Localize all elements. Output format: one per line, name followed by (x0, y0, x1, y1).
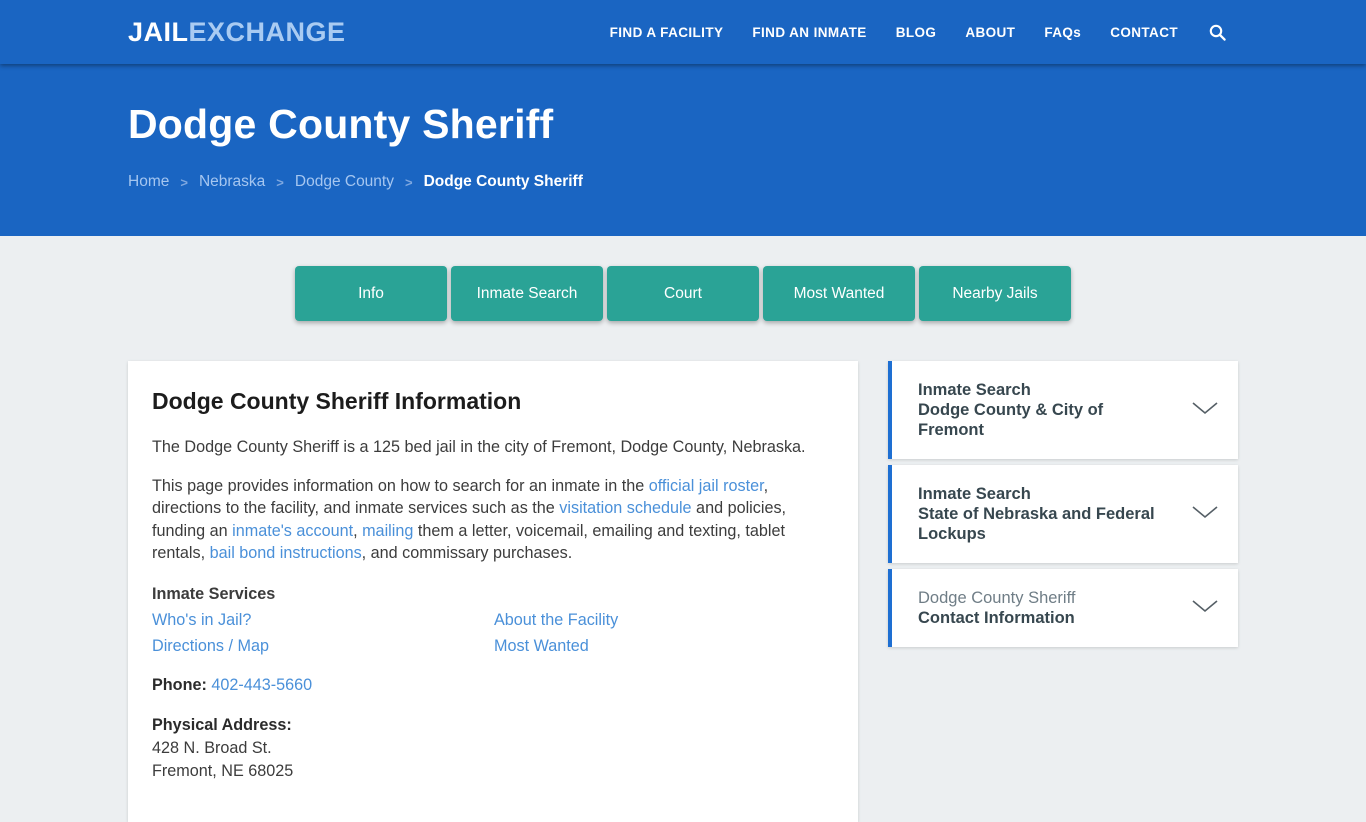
accordion-contact-information[interactable] (888, 569, 1238, 647)
nav-faqs[interactable]: FAQs (1044, 24, 1082, 40)
inmate-services-links (152, 609, 834, 657)
accordion-inmate-search-county[interactable] (888, 361, 1238, 459)
address-label: Physical Address: (152, 715, 292, 734)
accordion-subtitle: State of Nebraska and Federal Lockups (918, 505, 1155, 543)
tab-inmate-search[interactable]: Inmate Search (451, 266, 603, 321)
logo-exchange: EXCHANGE (188, 16, 346, 47)
about-paragraph: This page provides information on how to search for an inmate in the official jail roster, directions to the facility, and inmate services such as the visitation schedule and policies, funding an inmate's account, mailing them a letter, voicemail, emailing and texting, tablet rentals, bail bond instructions, and commissary purchases. (152, 476, 787, 562)
search-icon[interactable] (1209, 24, 1226, 41)
top-nav-bar (0, 0, 1366, 64)
section-tabs (0, 266, 1366, 321)
breadcrumb-current: Dodge County Sheriff (423, 173, 583, 190)
info-heading: Dodge County Sheriff Information (152, 388, 522, 414)
inmate-services-heading: Inmate Services (152, 584, 276, 603)
tab-most-wanted[interactable]: Most Wanted (763, 266, 915, 321)
tab-nearby-jails[interactable]: Nearby Jails (919, 266, 1071, 321)
phone-row (152, 674, 834, 697)
phone-label: Phone: (152, 676, 207, 694)
nav-about[interactable]: ABOUT (965, 24, 1016, 40)
nav-blog[interactable]: BLOG (895, 24, 937, 40)
chevron-right-icon: > (276, 174, 284, 190)
link-whos-in-jail[interactable]: Who's in Jail? (152, 611, 252, 629)
breadcrumb (128, 173, 1238, 191)
nav-find-a-facility[interactable]: FIND A FACILITY (609, 24, 724, 40)
accordion-subtitle: Contact Information (918, 609, 1075, 627)
accordion-title: Dodge County Sheriff (918, 589, 1076, 607)
chevron-down-icon (1192, 599, 1218, 618)
hero-banner (0, 64, 1366, 236)
chevron-right-icon: > (180, 174, 188, 190)
chevron-right-icon: > (404, 174, 413, 190)
link-about-the-facility[interactable]: About the Facility (494, 611, 619, 629)
accordion-title: Inmate Search (918, 485, 1031, 503)
tab-court[interactable]: Court (607, 266, 759, 321)
inline-link[interactable]: bail bond instructions (209, 544, 362, 562)
link-most-wanted[interactable]: Most Wanted (494, 637, 589, 655)
inline-link[interactable]: visitation schedule (559, 499, 692, 517)
breadcrumb-home[interactable]: Home (128, 173, 170, 190)
page-title: Dodge County Sheriff (128, 101, 554, 147)
inline-link[interactable]: official jail roster (648, 476, 764, 495)
content-area (0, 321, 1366, 822)
facility-info-card (128, 361, 858, 822)
logo-jail: JAIL (128, 16, 189, 47)
inline-link[interactable]: inmate's account (232, 521, 354, 540)
address-city: Fremont, NE 68025 (152, 761, 294, 780)
site-logo[interactable] (128, 17, 346, 48)
chevron-down-icon (1192, 401, 1218, 420)
address-street: 428 N. Broad St. (152, 739, 272, 757)
accordion-title: Inmate Search (918, 381, 1031, 399)
nav-find-an-inmate[interactable]: FIND AN INMATE (752, 24, 867, 40)
breadcrumb-nebraska[interactable]: Nebraska (198, 173, 266, 190)
chevron-down-icon (1192, 505, 1218, 524)
primary-nav (610, 24, 1226, 41)
link-directions-map[interactable]: Directions / Map (152, 637, 269, 655)
accordion-inmate-search-state[interactable] (888, 465, 1238, 563)
physical-address (152, 714, 834, 783)
nav-contact[interactable]: CONTACT (1110, 24, 1178, 40)
sidebar (888, 361, 1238, 653)
accordion-subtitle: Dodge County & City of Fremont (918, 401, 1104, 439)
phone-number-link[interactable]: 402-443-5660 (211, 676, 313, 694)
inline-link[interactable]: mailing (362, 521, 414, 540)
tab-info[interactable]: Info (295, 266, 447, 321)
breadcrumb-dodge-county[interactable]: Dodge County (294, 173, 394, 190)
intro-paragraph: The Dodge County Sheriff is a 125 bed jail in the city of Fremont, Dodge County, Nebraska. (152, 438, 806, 456)
